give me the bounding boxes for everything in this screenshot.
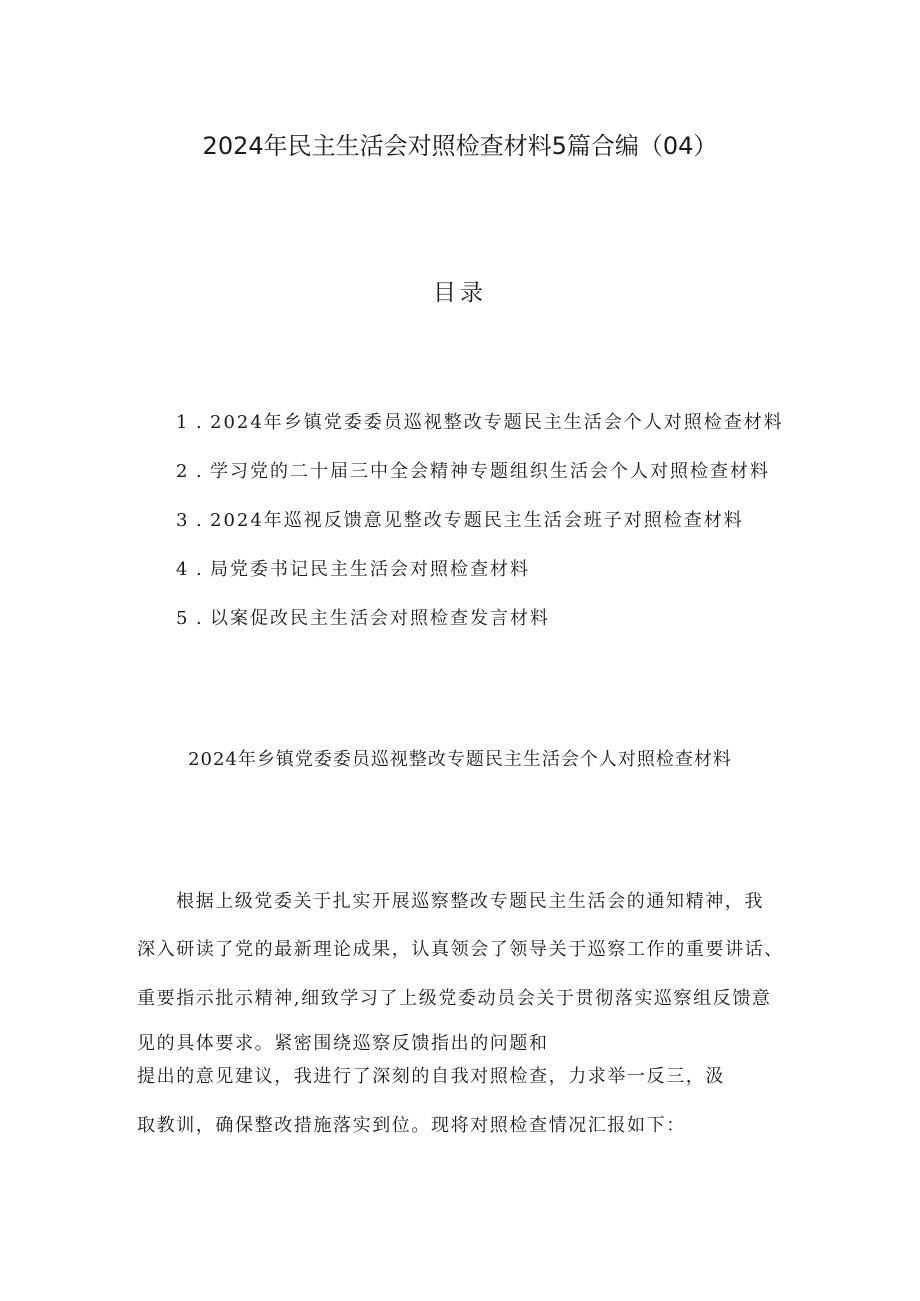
toc-item-dot: . [196, 412, 204, 433]
section-title: 2024年乡镇党委委员巡视整改专题民主生活会个人对照检查材料 [188, 749, 732, 770]
toc-item-text: 局党委书记民主生活会对照检查材料 [210, 559, 530, 580]
toc-item-5 [176, 605, 784, 654]
toc-item-3 [176, 507, 784, 556]
toc-item-text: 2024年巡视反馈意见整改专题民主生活会班子对照检查材料 [210, 510, 744, 531]
table-of-contents [176, 409, 784, 654]
body-paragraph-line: 重要指示批示精神,细致学习了上级党委动员会关于贯彻落实巡察组反馈意 [137, 988, 772, 1009]
body-paragraph-line: 见的具体要求。紧密围绕巡察反馈指出的问题和 [137, 1033, 549, 1054]
toc-item-text: 学习党的二十届三中全会精神专题组织生活会个人对照检查材料 [210, 461, 770, 482]
toc-item-number: 1 [176, 412, 190, 433]
toc-item-number: 2 [176, 461, 190, 482]
toc-item-dot: . [196, 608, 204, 629]
toc-heading: 目录 [433, 280, 487, 306]
body-paragraph-line: 根据上级党委关于扎实开展巡察整改专题民主生活会的通知精神，我 [176, 891, 764, 912]
toc-item-number: 5 [176, 608, 190, 629]
toc-item-dot: . [196, 510, 204, 531]
toc-item-4 [176, 556, 784, 605]
toc-item-number: 4 [176, 559, 190, 580]
body-paragraph-line: 提出的意见建议，我进行了深刻的自我对照检查，力求举一反三，汲 [137, 1066, 725, 1087]
toc-item-text: 2024年乡镇党委委员巡视整改专题民主生活会个人对照检查材料 [210, 412, 784, 433]
toc-item-text: 以案促改民主生活会对照检查发言材料 [210, 608, 550, 629]
toc-item-2 [176, 458, 784, 507]
toc-item-1 [176, 409, 784, 458]
body-paragraph-line: 取教训，确保整改措施落实到位。现将对照检查情况汇报如下： [137, 1115, 686, 1136]
toc-item-dot: . [196, 559, 204, 580]
document-title: 2024年民主生活会对照检查材料5篇合编（04） [202, 132, 718, 160]
body-paragraph-line: 深入研读了党的最新理论成果，认真领会了领导关于巡察工作的重要讲话、 [137, 939, 784, 960]
toc-item-number: 3 [176, 510, 190, 531]
toc-item-dot: . [196, 461, 204, 482]
